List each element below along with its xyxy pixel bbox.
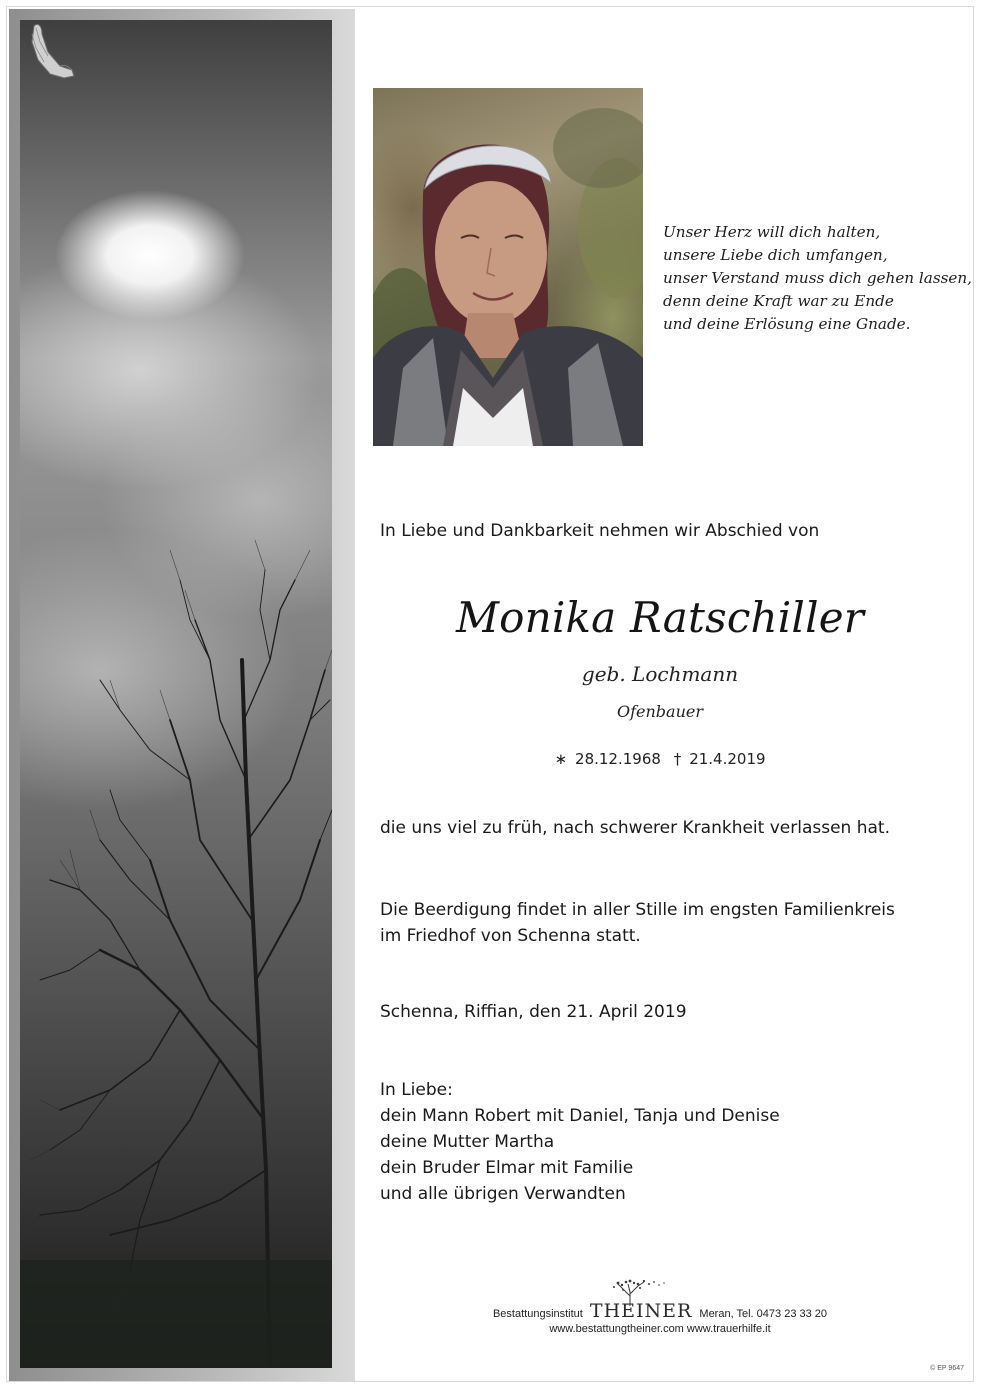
mourner-line: dein Mann Robert mit Daniel, Tanja und Denise: [380, 1106, 780, 1126]
life-dates: [380, 750, 940, 768]
funeral-line: Die Beerdigung findet in aller Stille im engsten Familienkreis: [380, 900, 895, 920]
funeral-notice: [380, 897, 895, 949]
bare-tree-silhouette: [20, 20, 332, 1368]
poem-line: unser Verstand muss dich gehen lassen,: [663, 269, 973, 287]
mourner-line: deine Mutter Martha: [380, 1132, 555, 1152]
footer-websites: www.bestattungtheiner.com www.trauerhilfe.it: [549, 1323, 771, 1335]
funeral-line: im Friedhof von Schenna statt.: [380, 926, 641, 946]
deceased-name: Monika Ratschiller: [455, 593, 865, 642]
portrait-illustration: [373, 88, 643, 446]
mourners-heading: In Liebe:: [380, 1080, 453, 1100]
memorial-poem: [663, 221, 973, 336]
death-cross-icon: †: [673, 750, 682, 768]
portrait-photo: [373, 88, 643, 446]
poem-line: unsere Liebe dich umfangen,: [663, 246, 888, 264]
mourners-list: [380, 1077, 780, 1207]
death-date: 21.4.2019: [689, 750, 766, 768]
birth-star-icon: ∗: [554, 750, 568, 768]
copyright-icon: ©: [930, 1365, 936, 1372]
footer-prefix: Bestattungsinstitut: [492, 1308, 583, 1320]
funeral-home-footer: [440, 1300, 880, 1335]
footer-contact: Meran, Tel. 0473 23 33 20: [699, 1308, 828, 1320]
mourner-line: dein Bruder Elmar mit Familie: [380, 1158, 634, 1178]
tree-logo-icon: [592, 1278, 672, 1306]
place-and-date: Schenna, Riffian, den 21. April 2019: [380, 1002, 687, 1022]
deceased-birth-name: geb. Lochmann: [581, 662, 739, 686]
poem-line: und deine Erlösung eine Gnade.: [663, 315, 911, 333]
poem-line: Unser Herz will dich halten,: [663, 223, 881, 241]
document-code: [930, 1365, 964, 1372]
poem-line: denn deine Kraft war zu Ende: [663, 292, 894, 310]
death-note: die uns viel zu früh, nach schwerer Krankheit verlassen hat.: [380, 818, 890, 838]
mourner-line: und alle übrigen Verwandten: [380, 1184, 626, 1204]
deceased-profession: Ofenbauer: [616, 702, 703, 721]
footer-brand: THEINER: [589, 1300, 693, 1322]
sky-image: [20, 20, 332, 1368]
praying-hands-icon: [20, 20, 80, 82]
birth-date: 28.12.1968: [575, 750, 661, 768]
document-code-text: EP 9647: [937, 1365, 964, 1372]
farewell-intro: In Liebe und Dankbarkeit nehmen wir Abschied von: [380, 521, 820, 541]
